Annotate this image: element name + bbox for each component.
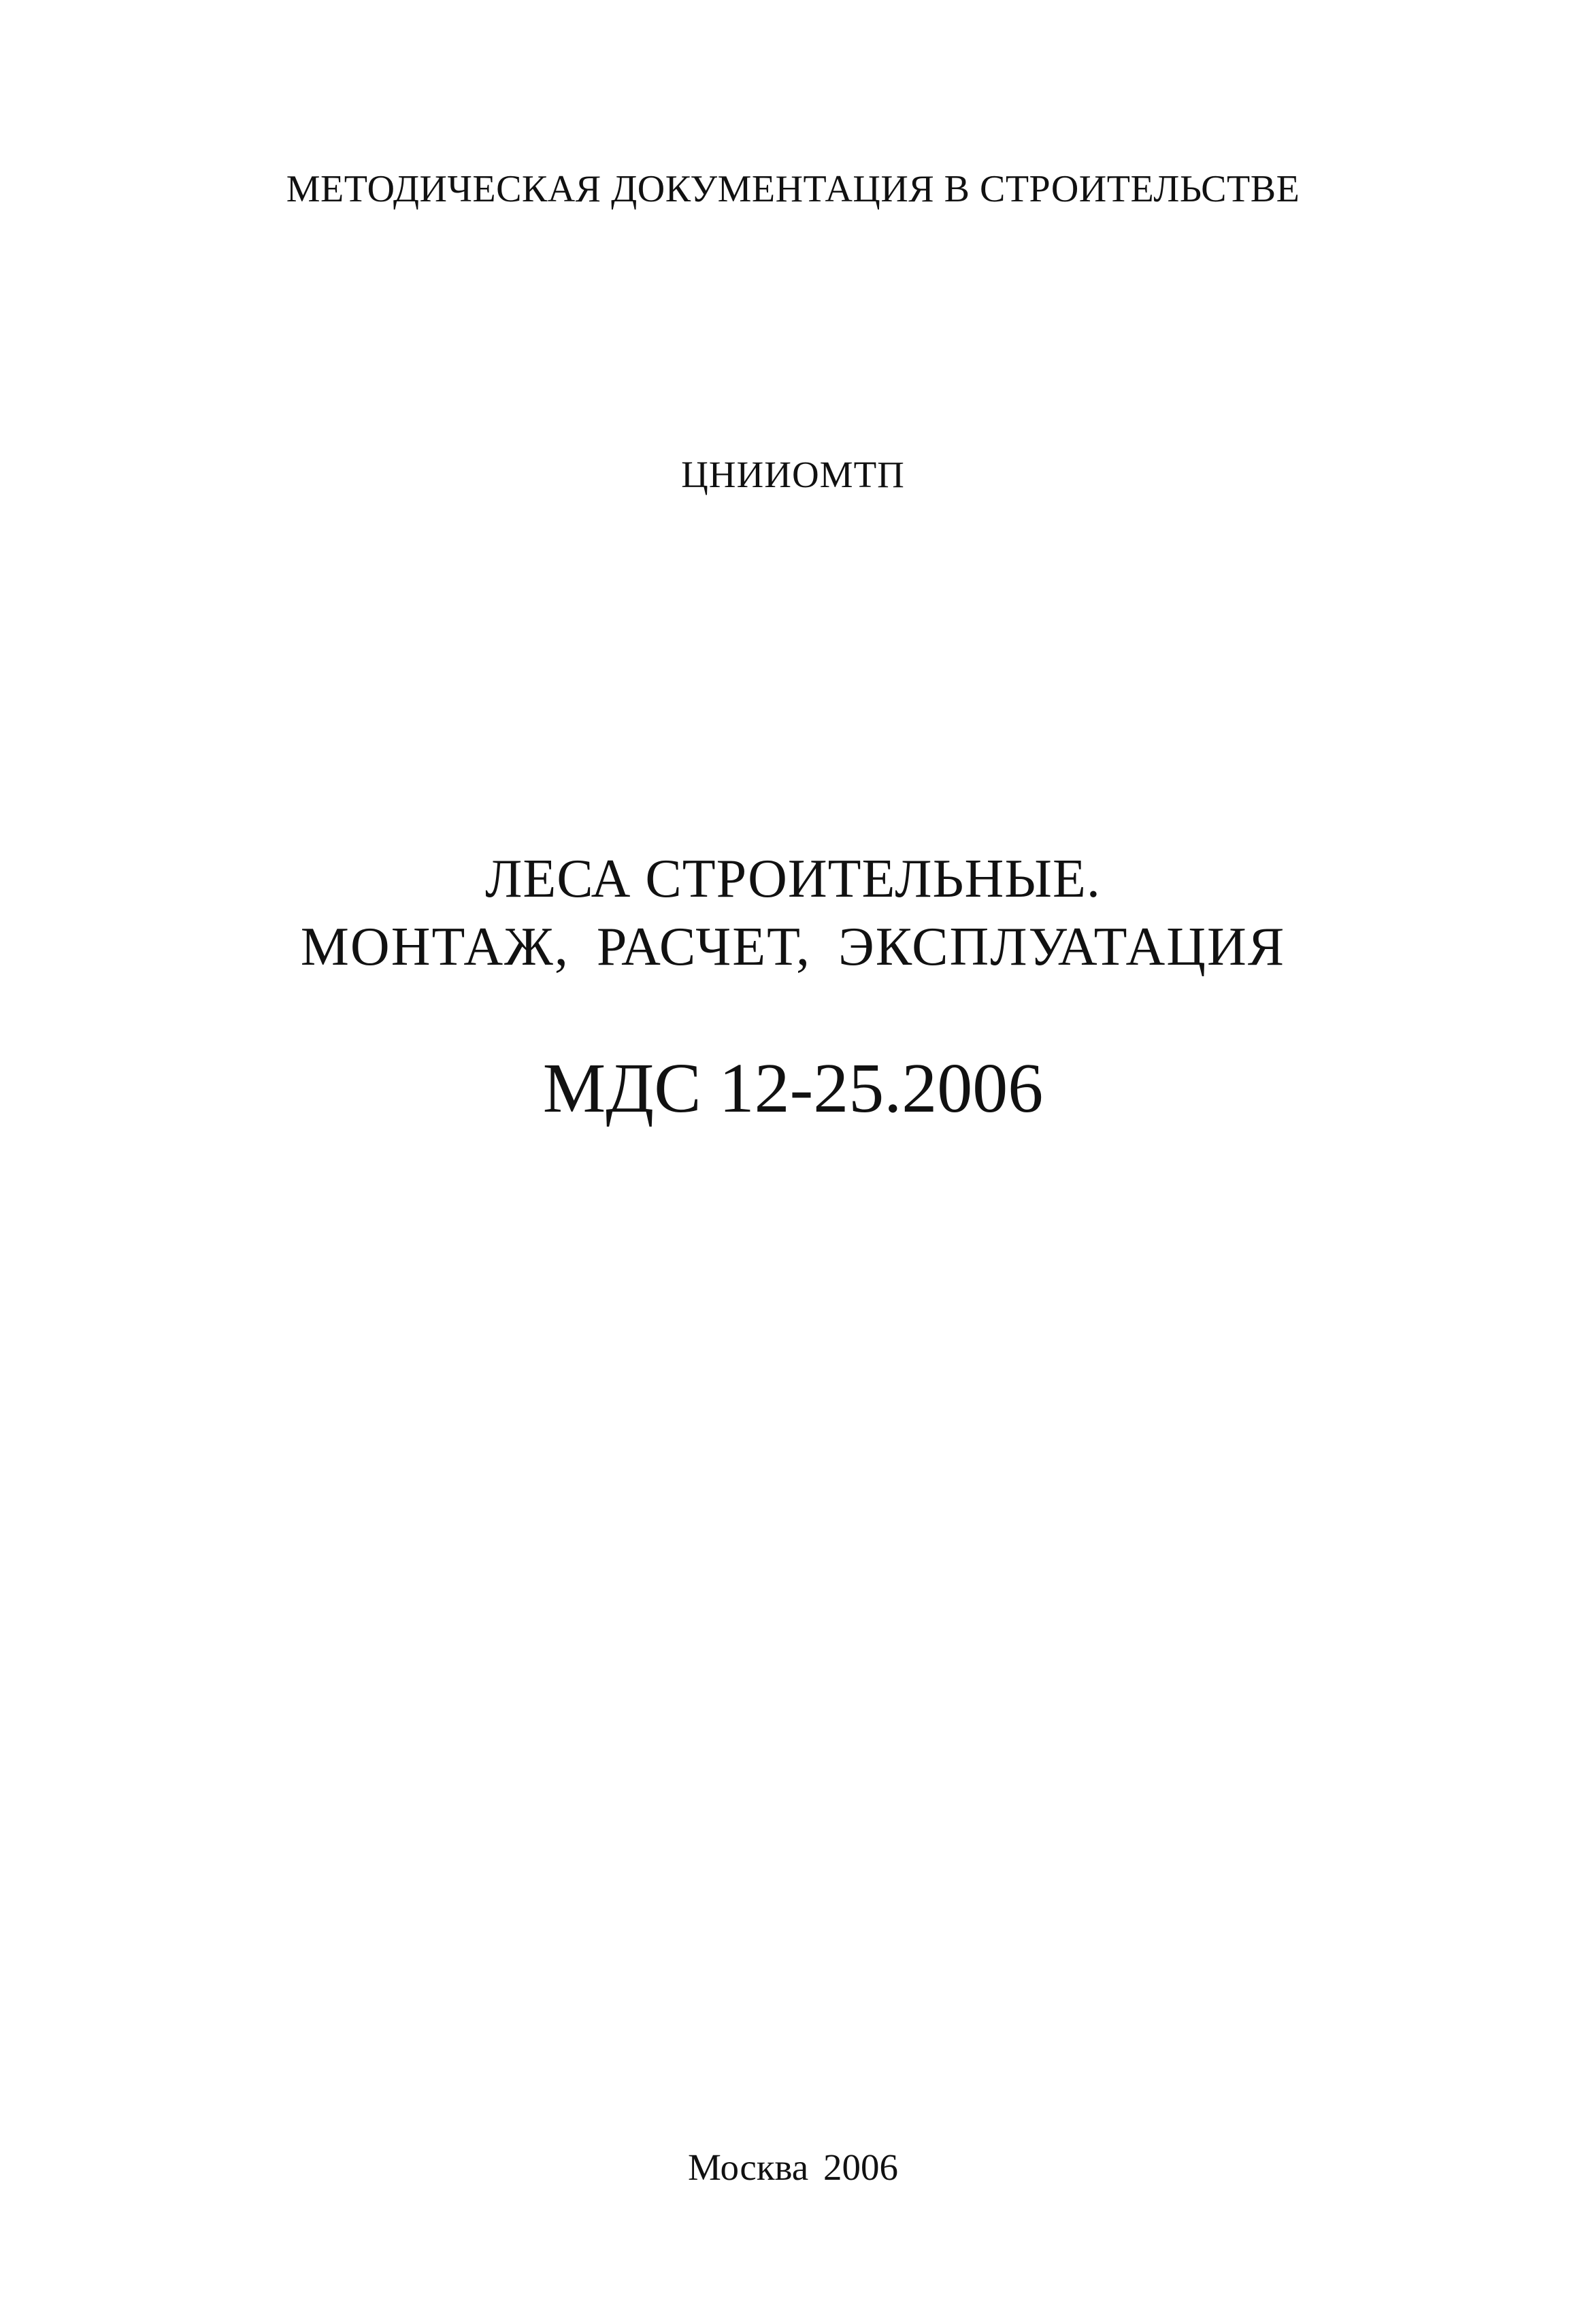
document-title-line-2: МОНТАЖ, РАСЧЕТ, ЭКСПЛУАТАЦИЯ [300, 917, 1286, 977]
document-code: МДС 12-25.2006 [542, 1049, 1044, 1127]
organization-name: ЦНИИОМТП [681, 454, 905, 495]
document-title-line-1: ЛЕСА СТРОИТЕЛЬНЫЕ. [485, 849, 1101, 909]
publication-imprint: Москва 2006 [688, 2146, 898, 2188]
series-heading: МЕТОДИЧЕСКАЯ ДОКУМЕНТАЦИЯ В СТРОИТЕЛЬСТВЕ [286, 168, 1300, 210]
